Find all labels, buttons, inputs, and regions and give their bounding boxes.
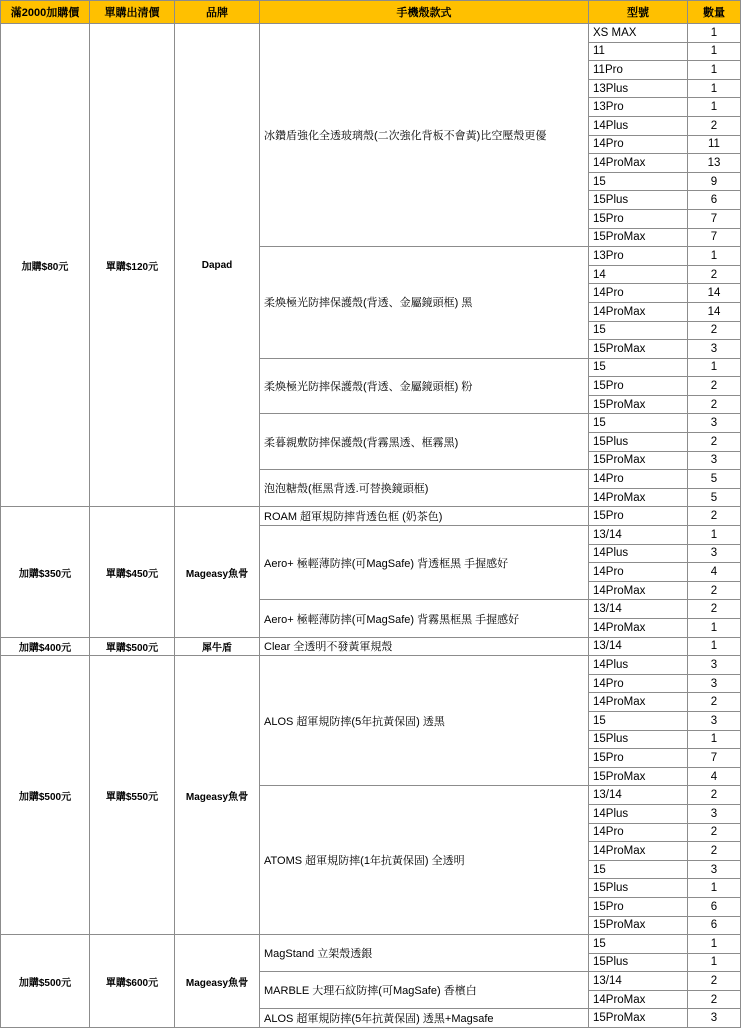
quantity-cell: 1 [688,79,741,98]
case-style-cell: 泡泡糖殼(框黑背透.可替換鏡頭框) [260,470,589,507]
model-cell: 15 [589,711,688,730]
table-row [1,656,741,675]
quantity-cell: 1 [688,935,741,954]
model-cell: 15Plus [589,191,688,210]
model-cell: 13/14 [589,637,688,656]
model-cell: 15 [589,860,688,879]
quantity-cell: 2 [688,842,741,861]
quantity-cell: 9 [688,172,741,191]
case-style-cell: ALOS 超軍規防摔(5年抗黃保固) 透黑+Magsafe [260,1009,589,1028]
case-style-cell: 柔煥極光防摔保護殼(背透、金屬鏡頭框) 粉 [260,358,589,414]
quantity-cell: 2 [688,395,741,414]
single-price-cell: 單購$450元 [90,507,175,637]
model-cell: 13/14 [589,972,688,991]
addon-price-cell: 加購$400元 [1,637,90,656]
model-cell: 11Pro [589,61,688,80]
quantity-cell: 3 [688,656,741,675]
quantity-cell: 1 [688,98,741,117]
quantity-cell: 7 [688,209,741,228]
quantity-cell: 2 [688,693,741,712]
model-cell: 14ProMax [589,154,688,173]
model-cell: 14ProMax [589,693,688,712]
model-cell: 15Plus [589,953,688,972]
quantity-cell: 5 [688,488,741,507]
quantity-cell: 3 [688,451,741,470]
quantity-cell: 1 [688,526,741,545]
model-cell: 15 [589,414,688,433]
addon-price-cell: 加購$350元 [1,507,90,637]
case-style-cell: MARBLE 大理石紋防摔(可MagSafe) 香檳白 [260,972,589,1009]
addon-price-cell: 加購$500元 [1,935,90,1028]
model-cell: 15Pro [589,507,688,526]
quantity-cell: 2 [688,116,741,135]
model-cell: 14Plus [589,544,688,563]
model-cell: 15 [589,321,688,340]
quantity-cell: 1 [688,24,741,43]
quantity-cell: 6 [688,897,741,916]
quantity-cell: 2 [688,581,741,600]
quantity-cell: 2 [688,377,741,396]
model-cell: 15 [589,935,688,954]
quantity-cell: 1 [688,42,741,61]
model-cell: 14ProMax [589,619,688,638]
quantity-cell: 13 [688,154,741,173]
model-cell: 15Plus [589,433,688,452]
model-cell: 14Pro [589,135,688,154]
model-cell: 13Plus [589,79,688,98]
quantity-cell: 6 [688,916,741,935]
quantity-cell: 2 [688,823,741,842]
addon-price-cell: 加購$80元 [1,24,90,507]
quantity-cell: 4 [688,563,741,582]
model-cell: 14Plus [589,116,688,135]
brand-cell: Dapad [175,24,260,507]
model-cell: 15Pro [589,377,688,396]
quantity-cell: 3 [688,414,741,433]
model-cell: 14ProMax [589,581,688,600]
quantity-cell: 3 [688,544,741,563]
quantity-cell: 2 [688,265,741,284]
case-style-cell: ROAM 超軍規防摔背透色框 (奶茶色) [260,507,589,526]
model-cell: 15Pro [589,749,688,768]
quantity-cell: 7 [688,228,741,247]
quantity-cell: 2 [688,433,741,452]
header-case-style: 手機殼款式 [260,1,589,24]
quantity-cell: 2 [688,321,741,340]
model-cell: 14Plus [589,804,688,823]
brand-cell: Mageasy魚骨 [175,507,260,637]
model-cell: 15Plus [589,730,688,749]
quantity-cell: 2 [688,990,741,1009]
model-cell: 15ProMax [589,451,688,470]
model-cell: 13/14 [589,786,688,805]
model-cell: 14 [589,265,688,284]
quantity-cell: 3 [688,340,741,359]
model-cell: 15Pro [589,897,688,916]
quantity-cell: 5 [688,470,741,489]
single-price-cell: 單購$550元 [90,656,175,935]
model-cell: 14Pro [589,563,688,582]
model-cell: 15Plus [589,879,688,898]
table-body [1,24,741,1028]
model-cell: 15ProMax [589,340,688,359]
model-cell: 15 [589,358,688,377]
case-style-cell: Clear 全透明不發黃軍規殼 [260,637,589,656]
addon-price-cell: 加購$500元 [1,656,90,935]
case-style-cell: 冰鑽盾強化全透玻璃殼(二次強化背板不會黃)比空壓殼更優 [260,24,589,247]
case-style-cell: Aero+ 極輕薄防摔(可MagSafe) 背透框黑 手握感好 [260,526,589,600]
model-cell: 14ProMax [589,990,688,1009]
quantity-cell: 2 [688,507,741,526]
quantity-cell: 3 [688,860,741,879]
quantity-cell: 1 [688,879,741,898]
model-cell: 15ProMax [589,1009,688,1028]
model-cell: 13/14 [589,526,688,545]
quantity-cell: 1 [688,619,741,638]
model-cell: 13/14 [589,600,688,619]
table-row [1,935,741,954]
quantity-cell: 6 [688,191,741,210]
quantity-cell: 1 [688,61,741,80]
model-cell: 13Pro [589,98,688,117]
quantity-cell: 2 [688,600,741,619]
model-cell: 15 [589,172,688,191]
case-style-cell: MagStand 立架殼透銀 [260,935,589,972]
quantity-cell: 1 [688,358,741,377]
model-cell: 15Pro [589,209,688,228]
single-price-cell: 單購$600元 [90,935,175,1028]
quantity-cell: 2 [688,972,741,991]
model-cell: 14Pro [589,284,688,303]
quantity-cell: 14 [688,302,741,321]
quantity-cell: 2 [688,786,741,805]
table-row [1,637,741,656]
brand-cell: 犀牛盾 [175,637,260,656]
quantity-cell: 1 [688,637,741,656]
header-model: 型號 [589,1,688,24]
quantity-cell: 4 [688,767,741,786]
single-price-cell: 單購$500元 [90,637,175,656]
header-addon-price: 滿2000加購價 [1,1,90,24]
quantity-cell: 1 [688,953,741,972]
quantity-cell: 1 [688,730,741,749]
header-brand: 品牌 [175,1,260,24]
model-cell: 15ProMax [589,395,688,414]
quantity-cell: 3 [688,804,741,823]
model-cell: 14Pro [589,823,688,842]
model-cell: 14ProMax [589,302,688,321]
header-quantity: 數量 [688,1,741,24]
quantity-cell: 7 [688,749,741,768]
table-row [1,507,741,526]
quantity-cell: 3 [688,711,741,730]
model-cell: 15ProMax [589,228,688,247]
model-cell: 14ProMax [589,488,688,507]
quantity-cell: 1 [688,247,741,266]
brand-cell: Mageasy魚骨 [175,656,260,935]
case-style-cell: 柔煥極光防摔保護殼(背透、金屬鏡頭框) 黑 [260,247,589,359]
model-cell: 14Pro [589,470,688,489]
case-style-cell: 柔暮親敷防摔保護殼(背霧黑透、框霧黑) [260,414,589,470]
model-cell: 14Plus [589,656,688,675]
model-cell: 14ProMax [589,842,688,861]
quantity-cell: 3 [688,1009,741,1028]
header-row [1,1,741,24]
quantity-cell: 14 [688,284,741,303]
model-cell: 11 [589,42,688,61]
table-row [1,24,741,43]
model-cell: 15ProMax [589,916,688,935]
model-cell: 13Pro [589,247,688,266]
model-cell: XS MAX [589,24,688,43]
case-style-cell: Aero+ 極輕薄防摔(可MagSafe) 背霧黑框黑 手握感好 [260,600,589,637]
quantity-cell: 11 [688,135,741,154]
model-cell: 15ProMax [589,767,688,786]
single-price-cell: 單購$120元 [90,24,175,507]
header-single-price: 單購出清價 [90,1,175,24]
case-style-cell: ATOMS 超軍規防摔(1年抗黃保固) 全透明 [260,786,589,935]
case-style-cell: ALOS 超軍規防摔(5年抗黃保固) 透黑 [260,656,589,786]
model-cell: 14Pro [589,674,688,693]
brand-cell: Mageasy魚骨 [175,935,260,1028]
quantity-cell: 3 [688,674,741,693]
